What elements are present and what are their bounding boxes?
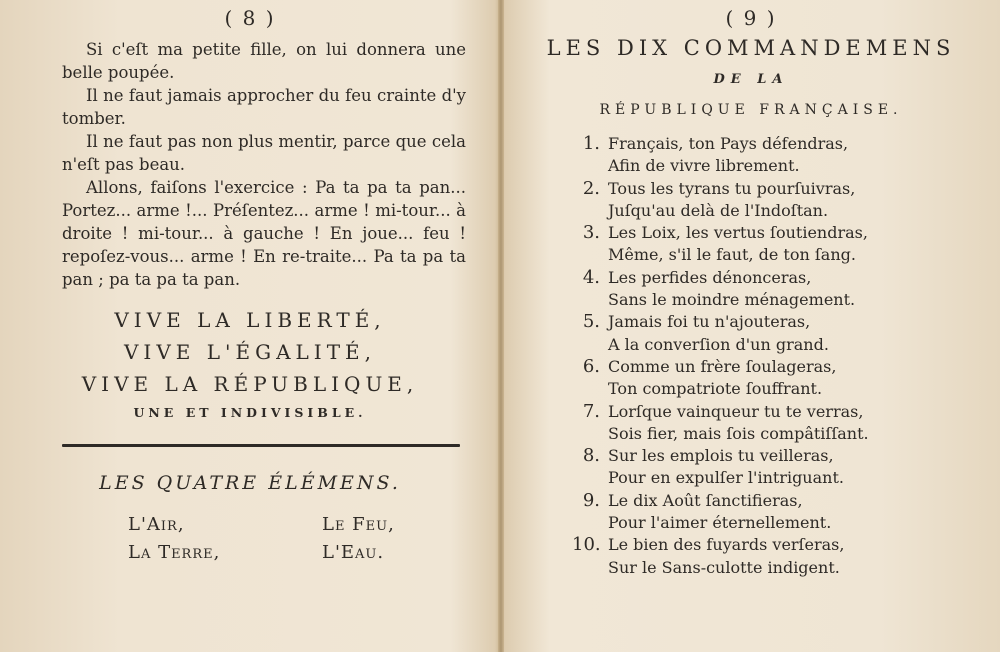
commandment-line-2: Même, s'il le faut, de ton ſang.	[608, 245, 856, 265]
element-air: L'Air,	[128, 514, 185, 535]
commandment-item	[572, 222, 972, 267]
commandment-line-1: Jamais foi tu n'ajouteras,	[608, 312, 811, 332]
commandment-line-1: Français, ton Pays défendras,	[608, 134, 849, 153]
commandment-item	[572, 356, 972, 401]
paragraph-4: Allons, faiſons l'exercice : Pa ta pa ta pan... Portez... arme !... Préſentez... arme ! mi-tour... à droite ! mi-tour... à gauche ! En joue... feu ! repoſez-vous... arme ! En re-traite... Pa ta pa ta pan ; pa ta pa ta pan.	[62, 178, 466, 289]
commandment-line-1: Le dix Août ſanctifieras,	[608, 490, 803, 510]
element-eau: L'Eau.	[322, 542, 385, 563]
commandment-item	[572, 178, 972, 223]
une-et-indivisible: UNE ET INDIVISIBLE.	[133, 405, 367, 420]
commandment-line-1: Les Loix, les vertus ſoutiendras,	[608, 223, 868, 243]
commandments-title: LES DIX COMMANDEMENS	[546, 36, 956, 60]
paragraph-3: Il ne faut pas non plus mentir, parce que cela n'eſt pas beau.	[62, 132, 466, 174]
commandment-item	[572, 133, 972, 178]
vive-egalite: VIVE L'ÉGALITÉ,	[123, 340, 377, 364]
commandment-number: 3.	[582, 222, 600, 244]
commandment-line-2: Afin de vivre librement.	[608, 156, 800, 176]
commandment-line-2: Sans le moindre ménagement.	[608, 290, 856, 310]
commandment-line-1: Lorſque vainqueur tu te verras,	[608, 401, 864, 421]
commandment-line-2: Juſqu'au delà de l'Indoſtan.	[608, 200, 829, 220]
right-page	[502, 0, 1000, 652]
commandment-item	[572, 311, 972, 356]
paragraph-1: Si c'eſt ma petite fille, on lui donnera une belle poupée.	[62, 40, 466, 82]
commandments-subtitle: DE LA	[713, 72, 789, 87]
commandment-number: 5.	[582, 311, 600, 333]
commandment-line-2: Sois fier, mais ſois compâtiſſant.	[608, 423, 869, 443]
vive-liberte: VIVE LA LIBERTÉ,	[114, 308, 386, 332]
element-feu: Le Feu,	[322, 514, 395, 535]
commandment-line-2: A la converſion d'un grand.	[608, 334, 829, 354]
commandment-line-1: Tous les tyrans tu pourſuivras,	[608, 178, 856, 198]
commandments-subtitle-republique: RÉPUBLIQUE FRANÇAISE.	[599, 102, 903, 118]
commandment-item	[572, 267, 972, 312]
commandment-number: 9.	[582, 489, 600, 511]
vive-republique: VIVE LA RÉPUBLIQUE,	[81, 372, 419, 396]
commandment-item	[572, 401, 972, 446]
commandment-item	[572, 490, 972, 535]
commandment-number: 2.	[582, 177, 600, 199]
paragraph-2: Il ne faut jamais approcher du feu crainte d'y tomber.	[62, 86, 466, 128]
commandment-line-2: Ton compatriote ſouffrant.	[608, 379, 823, 399]
commandment-line-1: Comme un frère ſoulageras,	[608, 356, 837, 376]
commandment-line-1: Sur les emplois tu veilleras,	[608, 446, 834, 466]
commandment-line-2: Sur le Sans-culotte indigent.	[608, 557, 840, 577]
commandment-line-1: Les perfides dénonceras,	[608, 267, 812, 287]
divider-rule	[62, 444, 460, 447]
commandment-number: 7.	[582, 400, 600, 422]
commandment-line-2: Pour en expulſer l'intriguant.	[608, 468, 844, 488]
text-block	[62, 38, 466, 291]
page-number-right: ( 9 )	[725, 6, 777, 30]
commandment-number: 10.	[572, 534, 601, 556]
vive-block	[0, 304, 500, 426]
commandment-number: 1.	[582, 133, 600, 154]
page-number-left: ( 8 )	[224, 6, 276, 30]
commandments-list	[572, 133, 972, 579]
commandment-line-2: Pour l'aimer éternellement.	[608, 513, 832, 533]
commandment-item	[572, 445, 972, 490]
commandment-item	[572, 534, 972, 579]
elements-title: LES QUATRE ÉLÉMENS.	[99, 472, 401, 494]
commandment-line-1: Le bien des fuyards verſeras,	[608, 535, 845, 555]
element-terre: La Terre,	[128, 542, 221, 563]
commandment-number: 8.	[582, 445, 600, 467]
commandment-number: 6.	[582, 355, 600, 377]
commandment-number: 4.	[582, 266, 600, 288]
